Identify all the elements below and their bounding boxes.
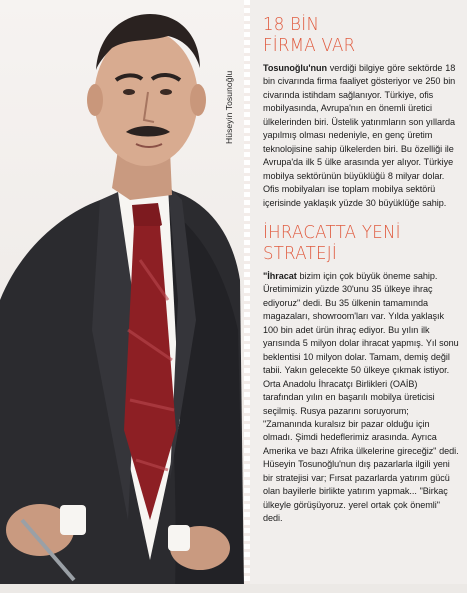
paragraph-lead: "İhracat (263, 270, 297, 281)
bottom-strip (0, 584, 467, 593)
section-heading-firms (263, 14, 458, 56)
paragraph-firms (263, 62, 459, 210)
paragraph-export (263, 270, 459, 526)
paragraph-lead: Tosunoğlu'nun (263, 63, 327, 73)
photo-caption: Hüseyin Tosunoğlu (224, 70, 234, 144)
column-divider (244, 0, 250, 593)
heading-line: İHRACATTA YENİ (263, 221, 401, 243)
heading-line: STRATEJİ (263, 242, 338, 264)
article-column (263, 14, 459, 538)
paragraph-text: bizim için çok büyük öneme sahip. Üretimimizin yüzde 30'unu 35 ülkeye ihraç ediyoruz" dedi. Bu 35 ülkenin tamamında magazaları, showroom'ları var. Yılda yaklaşık 100 bin adet ürün ihraç ediyor. Bu yılın ilk yarısında 5 milyon dolar ihracat yapmış. Yıl sonu beklentisi 10 milyon dolar. Tamam, demiş değil tabii. Yakın gelecekte 50 ülkeye çıkmak istiyor. Orta Anadolu İhracatçı Birlikleri (OAİB) tarafından yılın en başarılı mobilya üreticisi seçilmiş. Rusya pazarını soruyorum; "Zamanında kuralsız bir pazar olduğu için olmadı. Şimdi hedeflerimiz arasında. Ayrıca Amerika ve bazı Afrika ülkelerine gireceğiz" dedi. Hüseyin Tosunoğlu'nun dış pazarlarla ilgili yeni bir stratejisi var; Fırsat pazarlarda yatırım gücü olan bayilerle birlikte yatırım yapmak... "Birkaç ülkeyle görüşüyoruz. yerel ortak çok önemli" dedi. (263, 270, 459, 524)
section-heading-export (263, 222, 458, 264)
paragraph-text: verdiği bilgiye göre sektörde 18 bin civarında firma faaliyet gösteriyor ve 250 bin civarında istihdam sağlanıyor. Türkiye, ofis mobilyasında, Avrupa'nın en önemli üretici ülkelerinden biri. Üstelik yatırımların son yıllarda yapılmış olması nedeniyle, en genç üretim teknolojisine sahip ülkelerden biri. Bu özelliği ile Avrupa'da ilk 5 ülke arasında yer alıyor. Türkiye mobilya sektörünün büyüklüğü 8 milyar dolar. Ofis mobilyaları ise toplam mobilya sektörü içerisinde yaklaşık yüzde 30 büyüklüğe sahip. (263, 63, 456, 208)
heading-line: 18 BİN (263, 14, 320, 35)
heading-line: FİRMA VAR (263, 35, 356, 56)
